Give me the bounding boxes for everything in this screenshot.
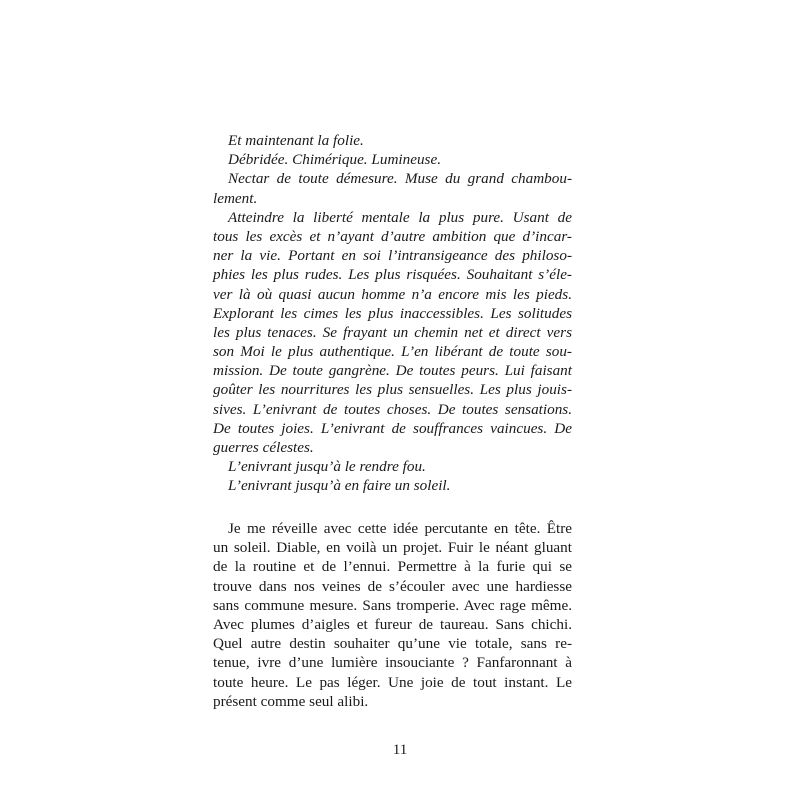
- roman-passage: [213, 519, 572, 711]
- page-number: 11: [392, 741, 408, 758]
- text-line: L’enivrant jusqu’à en faire un soleil.: [228, 477, 451, 495]
- text-line: Avec plumes d’aigles et fureur de taureau. Sans chichi.: [213, 615, 572, 633]
- text-line: ner la vie. Portant en soi l’intransigeance des philoso-: [213, 247, 572, 265]
- text-line: de la routine et de l’ennui. Permettre à la furie qui se: [213, 558, 572, 576]
- text-line: Et maintenant la folie.: [228, 132, 364, 149]
- text-line: mission. De toute gangrène. De toutes peurs. Lui faisant: [213, 362, 572, 380]
- text-line: Explorant les cimes les plus inaccessibles. Les solitudes: [213, 304, 572, 322]
- text-line: toute heure. Le pas léger. Une joie de tout instant. Le: [213, 673, 572, 691]
- text-line: un soleil. Diable, en voilà un projet. Fuir le néant gluant: [213, 539, 572, 557]
- text-line: les plus tenaces. Se frayant un chemin net et direct vers: [213, 323, 572, 341]
- text-line: phies les plus rudes. Les plus risquées. Souhaitant s’éle-: [213, 266, 572, 284]
- text-line: Je me réveille avec cette idée percutante en tête. Être: [228, 520, 572, 537]
- text-line: sives. L’enivrant de toutes choses. De toutes sensations.: [213, 400, 572, 418]
- text-line: L’enivrant jusqu’à le rendre fou.: [228, 458, 426, 476]
- text-line: guerres célestes.: [213, 439, 314, 456]
- text-line: Nectar de toute démesure. Muse du grand chambou-: [228, 170, 572, 188]
- text-line: son Moi le plus authentique. L’en libérant de toute sou-: [213, 343, 572, 361]
- text-line: Débridée. Chimérique. Lumineuse.: [228, 151, 442, 169]
- text-line: Atteindre la liberté mentale la plus pure. Usant de: [228, 208, 572, 226]
- text-line: ver là où quasi aucun homme n’a encore mis les pieds.: [213, 285, 572, 303]
- text-line: tous les excès et n’ayant d’autre ambition que d’incar-: [213, 227, 572, 245]
- text-line: De toutes joies. L’enivrant de souffrances vaincues. De: [213, 419, 572, 437]
- text-line: sans commune mesure. Sans tromperie. Avec rage même.: [213, 596, 572, 614]
- text-line: présent comme seul alibi.: [213, 692, 369, 710]
- text-line: lement.: [213, 189, 258, 207]
- text-line: Quel autre destin souhaiter qu’une vie totale, sans re-: [213, 635, 572, 653]
- text-line: goûter les nourritures les plus sensuelles. Les plus jouis-: [213, 381, 572, 399]
- text-line: tenue, ivre d’une lumière insouciante ? Fanfaronnant à: [213, 654, 572, 672]
- text-line: trouve dans nos veines de s’écouler avec une hardiesse: [213, 577, 572, 595]
- italic-passage: [213, 131, 572, 496]
